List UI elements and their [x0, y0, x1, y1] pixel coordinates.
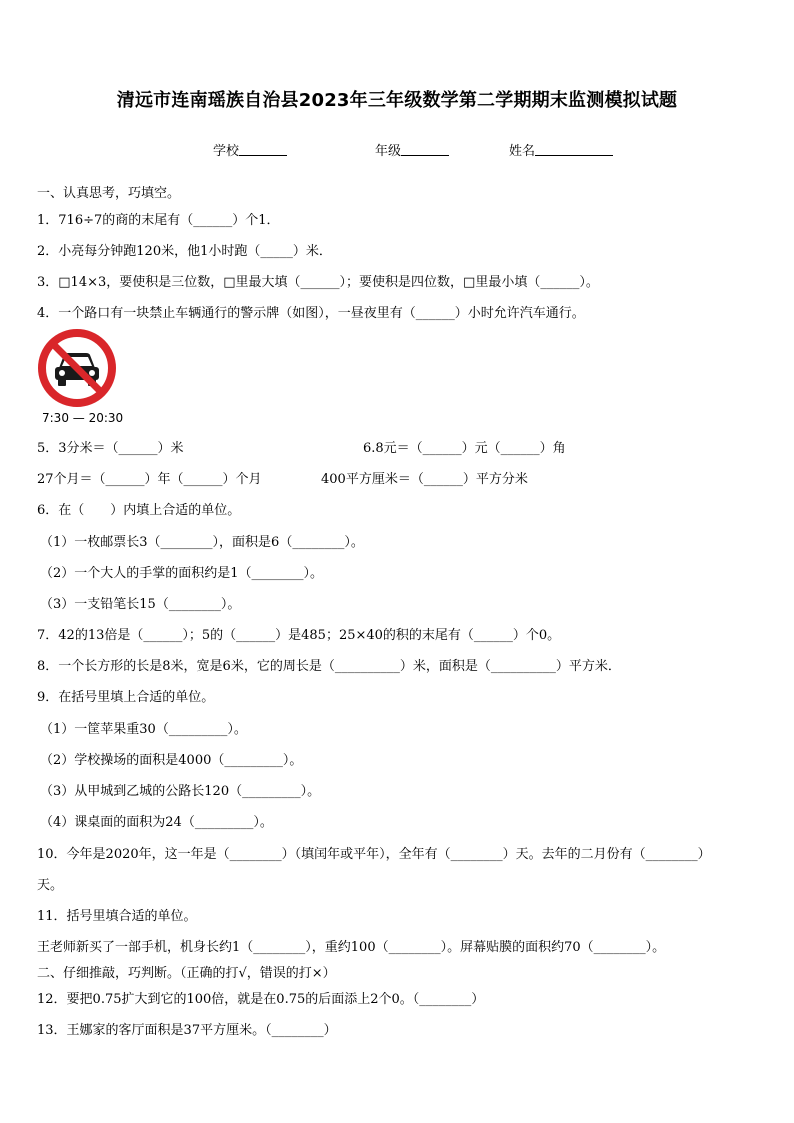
- question-12: 12．要把0.75扩大到它的100倍，就是在0.75的后面添上2个0。（________）: [37, 992, 485, 1007]
- question-5-b: 6.8元＝（______）元（______）角: [363, 441, 566, 456]
- question-9: 9．在括号里填上合适的单位。: [37, 690, 215, 705]
- grade-label: 年级: [375, 144, 402, 159]
- question-2: 2．小亮每分钟跑120米，他1小时跑（_____）米．: [37, 244, 332, 259]
- question-3: 3．□14×3，要使积是三位数，□里最大填（______）；要使积是四位数，□里最小填（______）。: [37, 275, 599, 290]
- question-10-continued: 天。: [37, 878, 64, 893]
- question-9-1: （1）一筐苹果重30（_________）。: [40, 722, 247, 737]
- question-10: 10．今年是2020年，这一年是（________）（填闰年或平年），全年有（________）天。去年的二月份有（________）: [37, 847, 711, 862]
- question-9-2: （2）学校操场的面积是4000（_________）。: [40, 753, 303, 768]
- no-motor-vehicles-sign-icon: [37, 328, 117, 408]
- question-1: 1．716÷7的商的末尾有（______）个1．: [37, 213, 280, 228]
- name-blank[interactable]: [535, 143, 613, 156]
- question-9-3: （3）从甲城到乙城的公路长120（_________）。: [40, 784, 321, 799]
- question-6-1: （1）一枚邮票长3（________），面积是6（________）。: [40, 535, 364, 550]
- question-5-d: 400平方厘米＝（______）平方分米: [321, 472, 528, 487]
- school-blank[interactable]: [239, 143, 287, 156]
- question-7: 7．42的13倍是（______）；5的（______）是485；25×40的积的末尾有（______）个0。: [37, 628, 561, 643]
- name-field: [509, 140, 613, 159]
- name-label: 姓名: [509, 144, 536, 159]
- section-1-heading: 一、认真思考，巧填空。: [37, 186, 181, 201]
- grade-field: [375, 140, 449, 159]
- question-11: 11．括号里填合适的单位。: [37, 909, 197, 924]
- question-11-body: 王老师新买了一部手机，机身长约1（________），重约100（________）。屏幕贴膜的面积约70（________）。: [37, 940, 666, 955]
- question-8: 8．一个长方形的长是8米，宽是6米，它的周长是（__________）米，面积是（__________）平方米．: [37, 659, 621, 674]
- question-5-c: 27个月＝（______）年（______）个月: [37, 472, 262, 487]
- question-6-3: （3）一支铅笔长15（________）。: [40, 597, 241, 612]
- question-13: 13．王娜家的客厅面积是37平方厘米。（________）: [37, 1023, 337, 1038]
- question-6: 6．在（ ）内填上合适的单位。: [37, 503, 241, 518]
- question-6-2: （2）一个大人的手掌的面积约是1（________）。: [40, 566, 324, 581]
- school-field: [213, 140, 287, 159]
- section-2-heading: 二、仔细推敲，巧判断。（正确的打√，错误的打×）: [37, 966, 336, 981]
- sign-time-label: 7:30 — 20:30: [42, 411, 124, 425]
- question-4: 4．一个路口有一块禁止车辆通行的警示牌（如图），一昼夜里有（______）小时允许汽车通行。: [37, 306, 585, 321]
- grade-blank[interactable]: [401, 143, 449, 156]
- school-label: 学校: [213, 144, 240, 159]
- question-5-a: 5．3分米＝（______）米: [37, 441, 184, 456]
- page-title: 清远市连南瑶族自治县2023年三年级数学第二学期期末监测模拟试题: [116, 90, 678, 111]
- question-9-4: （4）课桌面的面积为24（_________）。: [40, 815, 273, 830]
